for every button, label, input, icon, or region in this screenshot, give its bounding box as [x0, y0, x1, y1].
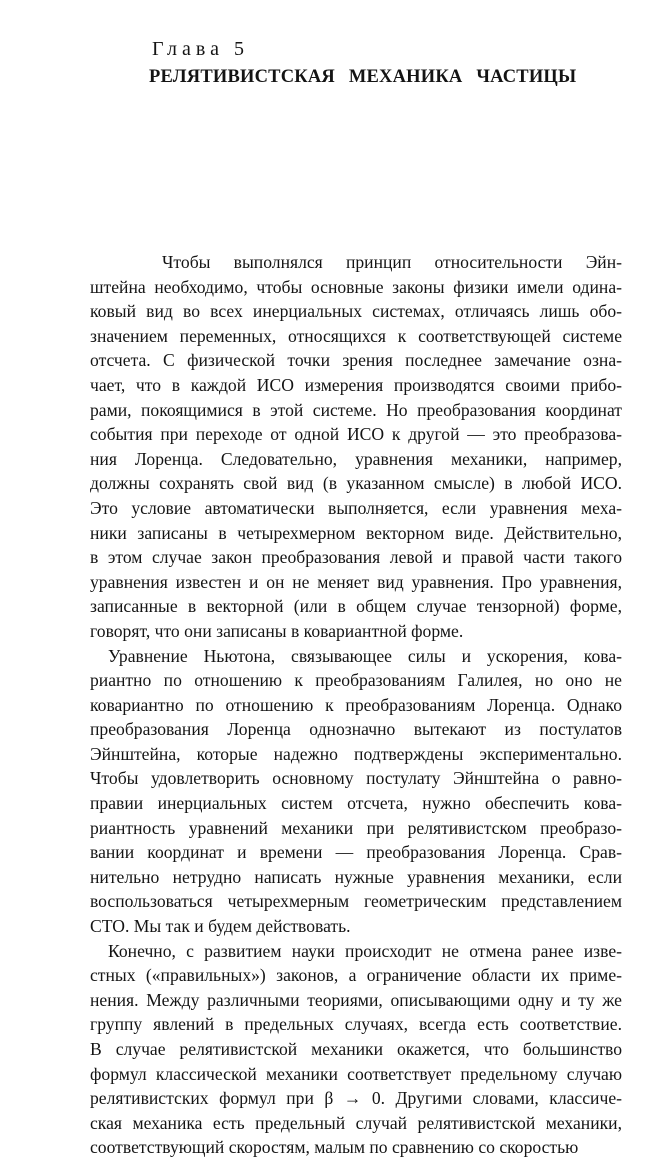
text-line: Чтобы удовлетворить основному постулату Эйнштейна о равно- [90, 768, 622, 789]
text-line: отсчета. С физической точки зрения последнее замечание озна- [90, 350, 622, 371]
text-line: Это условие автоматически выполняется, если уравнения меха- [90, 497, 622, 518]
text-line: Эйнштейна, которые надежно подтверждены экспериментально. [90, 743, 622, 764]
chapter-label: Глава 5 [152, 38, 249, 60]
body-text [90, 250, 622, 1160]
text-line: говорят, что они записаны в ковариантной форме. [90, 620, 464, 641]
text-line: стных («правильных») законов, а ограничение области их приме- [90, 965, 622, 986]
text-line: Чтобы выполнялся принцип относительности Эйн- [162, 252, 622, 272]
text-line: группу явлений в предельных случаях, всегда есть соответствие. [90, 1014, 622, 1035]
text-line: ская механика есть предельный случай релятивистской механики, [90, 1112, 622, 1133]
text-line: релятивистских формул при β → 0. Другими словами, классиче- [90, 1088, 622, 1109]
text-line: ковый вид во всех инерциальных системах, отличаясь лишь обо- [90, 301, 622, 322]
text-line: должны сохранять свой вид (в указанном смысле) в любой ИСО. [90, 473, 622, 494]
text-line: риантно по отношению к преобразованиям Галилея, но оно не [90, 670, 622, 691]
text-line: записанные в векторной (или в общем случае тензорной) форме, [90, 596, 622, 617]
text-line: в этом случае закон преобразования левой и правой части такого [90, 547, 622, 568]
text-line: ковариантно по отношению к преобразованиям Лоренца. Однако [90, 694, 622, 715]
text-line: воспользоваться четырехмерным геометрическим представлением [90, 891, 622, 912]
text-line: СТО. Мы так и будем действовать. [90, 916, 351, 937]
text-line: формул классической механики соответствует предельному случаю [90, 1063, 622, 1084]
text-line: чает, что в каждой ИСО измерения производятся своими прибо- [90, 374, 622, 395]
text-line: штейна необходимо, чтобы основные законы физики имели одина- [90, 276, 622, 297]
paragraph [90, 644, 622, 939]
text-line: ники записаны в четырехмерном векторном виде. Действительно, [90, 522, 622, 543]
text-line: уравнения известен и он не меняет вид уравнения. Про уравнения, [90, 571, 622, 592]
text-line: нительно нетрудно написать нужные уравнения механики, если [90, 866, 622, 887]
text-line: риантность уравнений механики при релятивистском преобразо- [90, 817, 622, 838]
text-line: вании координат и времени — преобразования Лоренца. Срав- [90, 842, 622, 863]
paragraph [90, 939, 622, 1160]
text-line: нения. Между различными теориями, описывающими одну и ту же [90, 989, 622, 1010]
text-line: правии инерциальных систем отсчета, нужно обеспечить кова- [90, 793, 622, 814]
text-line: значением переменных, относящихся к соответствующей системе [90, 325, 622, 346]
text-line: преобразования Лоренца однозначно вытекают из постулатов [90, 719, 622, 740]
text-line: В случае релятивистской механики окажется, что большинство [90, 1039, 622, 1059]
paragraph [90, 250, 622, 644]
text-line: ния Лоренца. Следовательно, уравнения механики, например, [90, 448, 622, 469]
text-line: Конечно, с развитием науки происходит не отмена ранее изве- [108, 940, 622, 961]
text-line: рами, покоящимися в этой системе. Но преобразования координат [90, 399, 622, 420]
text-line: события при переходе от одной ИСО к другой — это преобразова- [90, 424, 622, 445]
text-line: соответствующий скоростям, малым по сравнению со скоростью [90, 1137, 579, 1158]
chapter-title: РЕЛЯТИВИСТСКАЯ МЕХАНИКА ЧАСТИЦЫ [149, 67, 577, 87]
text-line: Уравнение Ньютона, связывающее силы и ускорения, кова- [108, 645, 622, 666]
